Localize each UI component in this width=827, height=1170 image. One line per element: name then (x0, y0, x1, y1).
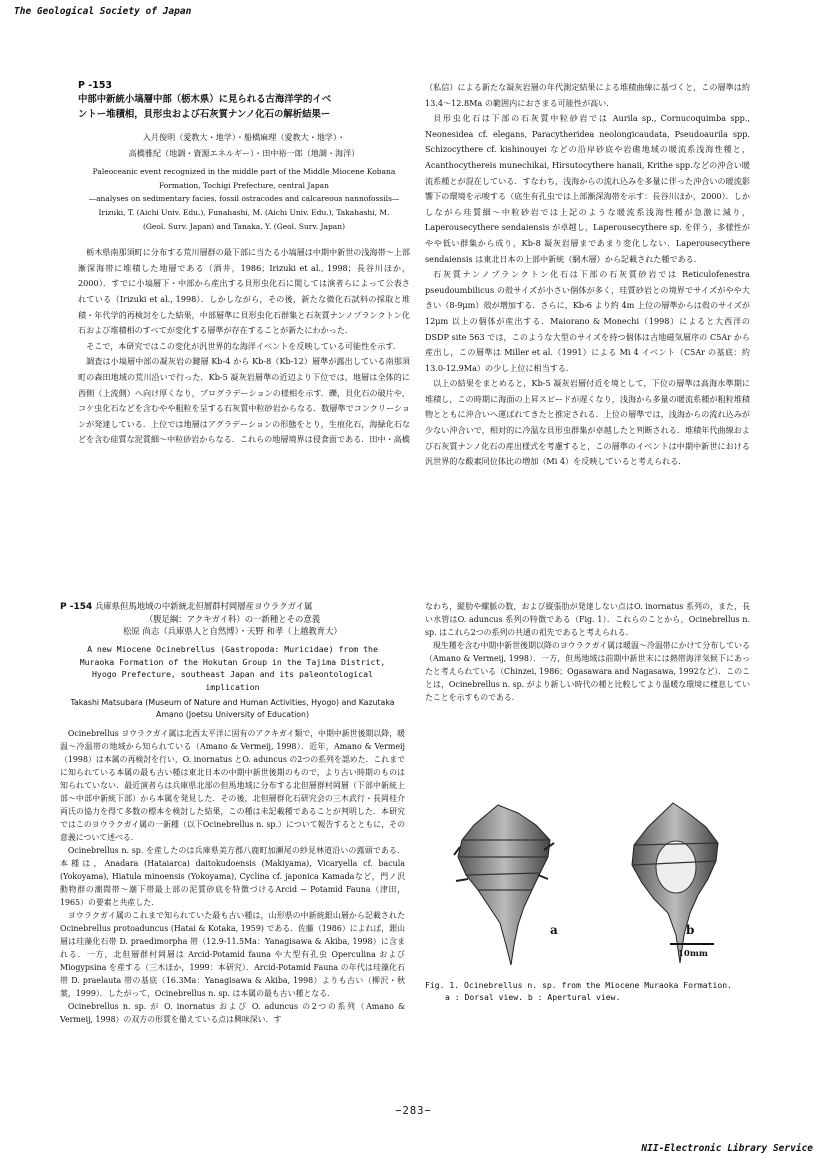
p154-left-column (60, 600, 405, 1026)
p153-title-en (78, 165, 410, 233)
scale-label: 10mm (678, 949, 708, 959)
p154-paragraph: Ocinebrellus ヨウラクガイ属は北西太平洋に固有のアクキガイ類で，中期中新世後期以降，暖温〜冷温帯の地域から知られている（Amano & Vermeij, 1998）．近年，Amano & Vermeij（1998）は本属の再検討を行い，O. inornatus とO. aduncus の2つの系列を認めた．これまでに知られている本属の最も古い種は東北日本の中期中新世後期のもので，より古い時期のものは知られていない．最近演者らは兵庫県北部の但馬地域に分布する北但層群村岡層（下部中新統上部〜中部中新統下部）から本属を発見した．その後，北但層群化石研究会の三木武行・長岡桂介両氏の協力を得て多数の標本を検討した結果，この種は未記載種であることが判明した．本研究ではこのヨウラクガイ属の一新種（以下Ocinebrellus n. sp.）について報告するとともに，その意義について述べる． (60, 729, 405, 843)
p154-number: P -154 (60, 602, 93, 612)
p154-paragraph: ヨウラクガイ属のこれまで知られていた最も古い種は，山形県の中新統銀山層から記載されたOcinebrellus protoaduncus (Hatai & Kotaka, 1959) である．佐藤（1986）によれば，銀山層は珪藻化石帯 D. praedimorpha 帯（12.9-11.5Ma：Yanagisawa & Akiba, 1998）に含まれる．一方，北但層群村岡層は Arcid-Potamid fauna や大型有孔虫 Operculina および Miogypsina を産する（三木ほか，1999：本研究）．Arcid-Potamid Fauna の年代は珪藻化石帯 D. praelauta 帯の基底（16.3Ma：Yanagisawa & Akiba, 1998）よりも古い（柳沢・秋葉，1999）．したがって，Ocinebrellus n. sp. は本属の最も古い種となる． (60, 911, 405, 999)
shell-illustration (448, 795, 748, 975)
p153-paragraph: （私信）による新たな凝灰岩層の年代測定結果による堆積曲線に基づくと，この層準は約 13.4〜12.8Ma の範囲内におさまる可能性が高い． (425, 82, 750, 108)
p153-authors-ja-2: 高橋雅紀（地調・資源エネルギー）・田中裕一郎（地調・海洋） (128, 147, 360, 158)
p153-title-line1: 中部中新統小塙層中部（栃木県）に見られる古海洋学的イベ (78, 94, 332, 105)
footer-service: NII-Electronic Library Service (641, 1143, 813, 1154)
caption-line-1: Fig. 1. Ocinebrellus n. sp. from the Miocene Muraoka Formation. (425, 980, 732, 990)
p154-title-en: A new Miocene Ocinebrellus (Gastropoda: Muricidae) from the Muraoka Formation of the Hokutan Group in the Tajima District, Hyogo Prefecture, southeast Japan and its paleontological implication (79, 644, 386, 692)
p154-right-column (425, 600, 750, 704)
p153-title-ja (78, 92, 410, 122)
p154-paragraph: なわち，縦肋や螺脈の数，および縦張肋が発達しない点はO. inornatus 系列の，また，長い水管はO. aduncus 系列の特徴である（Fig. 1）．これらのことから，Ocinebrellus n. sp. はこれら2つの系列の共通の祖先であると考えられる． (425, 602, 750, 637)
page-number: −283− (395, 1105, 432, 1117)
p153-paragraph: 貝形虫化石は下部の石灰質中粒砂岩では Aurila sp., Cornucoquimba spp., Neonesidea cf. elegans, Paracytheridea neolongicaudata, Pseudoaurila spp. Schizocythere cf. kishinouyei などの沿岸砂底や岩礁地域の暖流系浅海性種と，Acanthocythereis munechikai, Hirsutocythere hanaii, Krithe spp.などの沖合い暖流系種とが混在している．すなわち，浅海からの流れ込みを多量に伴った沖合いの暖流影響下の環境を示唆する（底生有孔虫では上部漸深海帯を示す：長谷川ほか，2000）．しかしながら珪質細〜中粒砂岩では上記のような暖流系浅海性種が急激に減り，Laperousecythere sendaiensis が卓越し，Laperousecythere sp. を伴う，多様性がやや低い群集から成り，Kb-8 凝灰岩層まであまり変化しない．Laperousecythere sendaiensis は東北日本の上部中新統（網木層）から記載された種である． (425, 113, 750, 264)
p154-paragraph: Ocinebrellus n. sp. が O. inornatus および O. aduncus の2つの系列（Amano & Vermeij, 1998）の双方の形質を備えている点は興味深い．す (60, 1002, 405, 1025)
p154-authors-en: Takashi Matsubara (Museum of Nature and Human Activities, Hyogo) and Kazutaka Amano (Joetsu University of Education) (70, 698, 395, 720)
p153-paragraph: 石灰質ナンノプランクトン化石は下部の石灰質砂岩では Reticulofenestra pseudoumbilicus の殻サイズが小さい個体が多く，珪質砂岩との境界でサイズがやや大きい（8-9μm）殻が増加する．さらに，Kb-6 より約 4m 上位の層準からは殻のサイズが 12μm 以上の個体が産出する．Maiorano & Monechi（1998）によると大西洋の DSDP site 563 では，このような大型のサイズを持つ個体は古地磁気層序の C5Ar から産出し，この層準は Miller et al.（1991）による Mi 4 イベント（C5Ar の基底：約 13.0-12.9Ma）の少し上位に相当する． (425, 269, 750, 373)
p154-paragraph: 現生種を含む中期中新世後期以降のヨウラクガイ属は暖温〜冷温帯にかけて分布している（Amano & Vermeij, 1998）．一方，但馬地域は前期中新世末には熱帯海洋気候下にあったと考えられている（Chinzei, 1986；Ogasawara and Nagasawa, 1992など）．このことは，Ocinebrellus n. sp. がより新しい時代の種と比較してより温暖な環境に棲息していたことを示すものである． (425, 641, 750, 702)
p153-authors-en-2: (Geol. Surv. Japan) and Tanaka, Y. (Geol. Surv. Japan) (142, 221, 346, 231)
journal-header: The Geological Society of Japan (14, 6, 192, 17)
p153-authors-en-1: Irizuki, T. (Aichi Univ. Edu.), Funahashi, M. (Aichi Univ. Edu.), Takahashi, M. (98, 207, 390, 217)
figure-label-b: b (686, 923, 695, 937)
p153-paragraph: そこで，本研究ではこの変化が汎世界的な海洋イベントを反映している可能性を示す． (86, 340, 401, 351)
p153-number: P -153 (78, 80, 113, 91)
p153-paragraph: 調査は小塙層中部の凝灰岩の鍵層 Kb-4 から Kb-8（Kb-12）層準が露出している南那須町の森田地域の荒川沿いで行った．Kb-5 凝灰岩層準の近辺より下位では，地層は全体的に西側（上流側）へ向け厚くなり，プログラデーションの様相を示す．礫，貝化石の破片や，コケ虫化石などを含むやや粗粒を呈する石灰質中粒砂岩からなる．数層準でコンクリーションが発達している．上位では地層はアグラデーションの形態をとり，生痕化石，海緑化石などを含む硅質な泥質細〜中粒砂岩からなる．これらの地層境界は侵食面である．田中・高橋 (78, 356, 410, 445)
p154-title-ja-2: （腹足綱：アクキガイ科）の一新種とその意義 (144, 614, 321, 624)
p154-paragraph: Ocinebrellus n. sp. を産したのは兵庫県美方郡八鹿町加瀬尾の紗見林道沿いの露頭である．本種は，Anadara (Hataiarca) daitokudoensis (Makiyama), Vicaryella cf. bacula (Yokoyama), Hiatula minoensis (Yokoyama), Cyclina cf. japonica Kamadaなど，門ノ沢動物群の潮間帯〜潮下帯最上部の泥質砂底を特徴づけるArcid − Potamid Fauna（津田，1965）の要素と共産した． (60, 846, 405, 908)
figure-caption (425, 980, 755, 1003)
p153-title-en-3: —analyses on sedimentary facies, fossil ostracodes and calcareous nannofossils— (88, 194, 400, 204)
p153-authors-ja-1: 入月俊明（愛教大・地学）・船橋麻理（愛教大・地学）・ (142, 132, 346, 142)
p153-title-en-1: Paleoceanic event recognized in the middle part of the Middle Miocene Kobana (92, 167, 396, 177)
p153-title-line2: ントー堆積相，貝形虫および石灰質ナンノ化石の解析結果ー (78, 109, 331, 120)
p153-title-en-2: Formation, Tochigi Prefecture, central Japan (159, 180, 329, 190)
p153-paragraph: 栃木県南那須町に分布する荒川層群の最下部に当たる小塙層は中期中新世の浅海帯〜上部漸深海帯に堆積した地層である（酒井，1986；Irizuki et al., 1998；長谷川ほか，2000）．すでに小塙層下・中部から産出する貝形虫化石に関しては演者らによって公表されている（Irizuki et al., 1998）．しかしながら，その後，新たな微化石試料の採取と堆積・年代学的再検討をした結果，中部層準に貝形虫化石群集と石灰質ナンノプランクトン化石および堆積相のすべてが変化する層準が存在することが新たにわかった． (78, 247, 410, 336)
p154-title-ja-1: 兵庫県但馬地域の中新統北但層群村岡層産ヨウラクガイ属 (94, 601, 313, 611)
p153-authors-ja (78, 130, 410, 161)
p153-left-column (78, 80, 410, 448)
caption-line-2: a : Dorsal view. b : Apertural view. (445, 991, 621, 1002)
shell-dorsal-view (454, 805, 554, 965)
p154-title-ja (60, 600, 405, 637)
fossil-figure (448, 795, 748, 1045)
p154-authors-ja: 松原 尚志（兵庫県人と自然博）・天野 和孝（上越教育大） (123, 626, 342, 636)
shell-apertural-view (632, 803, 718, 963)
p153-paragraph: 以上の結果をまとめると，Kb-5 凝灰岩層付近を境として，下位の層準は高海水準期に堆積し，この時期に海面の上昇スピードが遅くなり，浅海から多量の暖流系種が粗粒堆積物とともに沖合いへ運ばれてきたと推定される．上位の層準では，浅海からの流れ込みが少ない沖合いで，相対的に冷温な貝形虫群集が卓越したと判断される．堆積年代曲線および石灰質ナンノ化石の産出様式を考慮すると，この層準のイベントは中期中新世における汎世界的な酸素同位体比の増加（Mi 4）を反映していると考えられる． (425, 378, 750, 467)
figure-label-a: a (550, 923, 558, 937)
p153-right-column (425, 80, 750, 470)
scale-bar (670, 943, 714, 945)
